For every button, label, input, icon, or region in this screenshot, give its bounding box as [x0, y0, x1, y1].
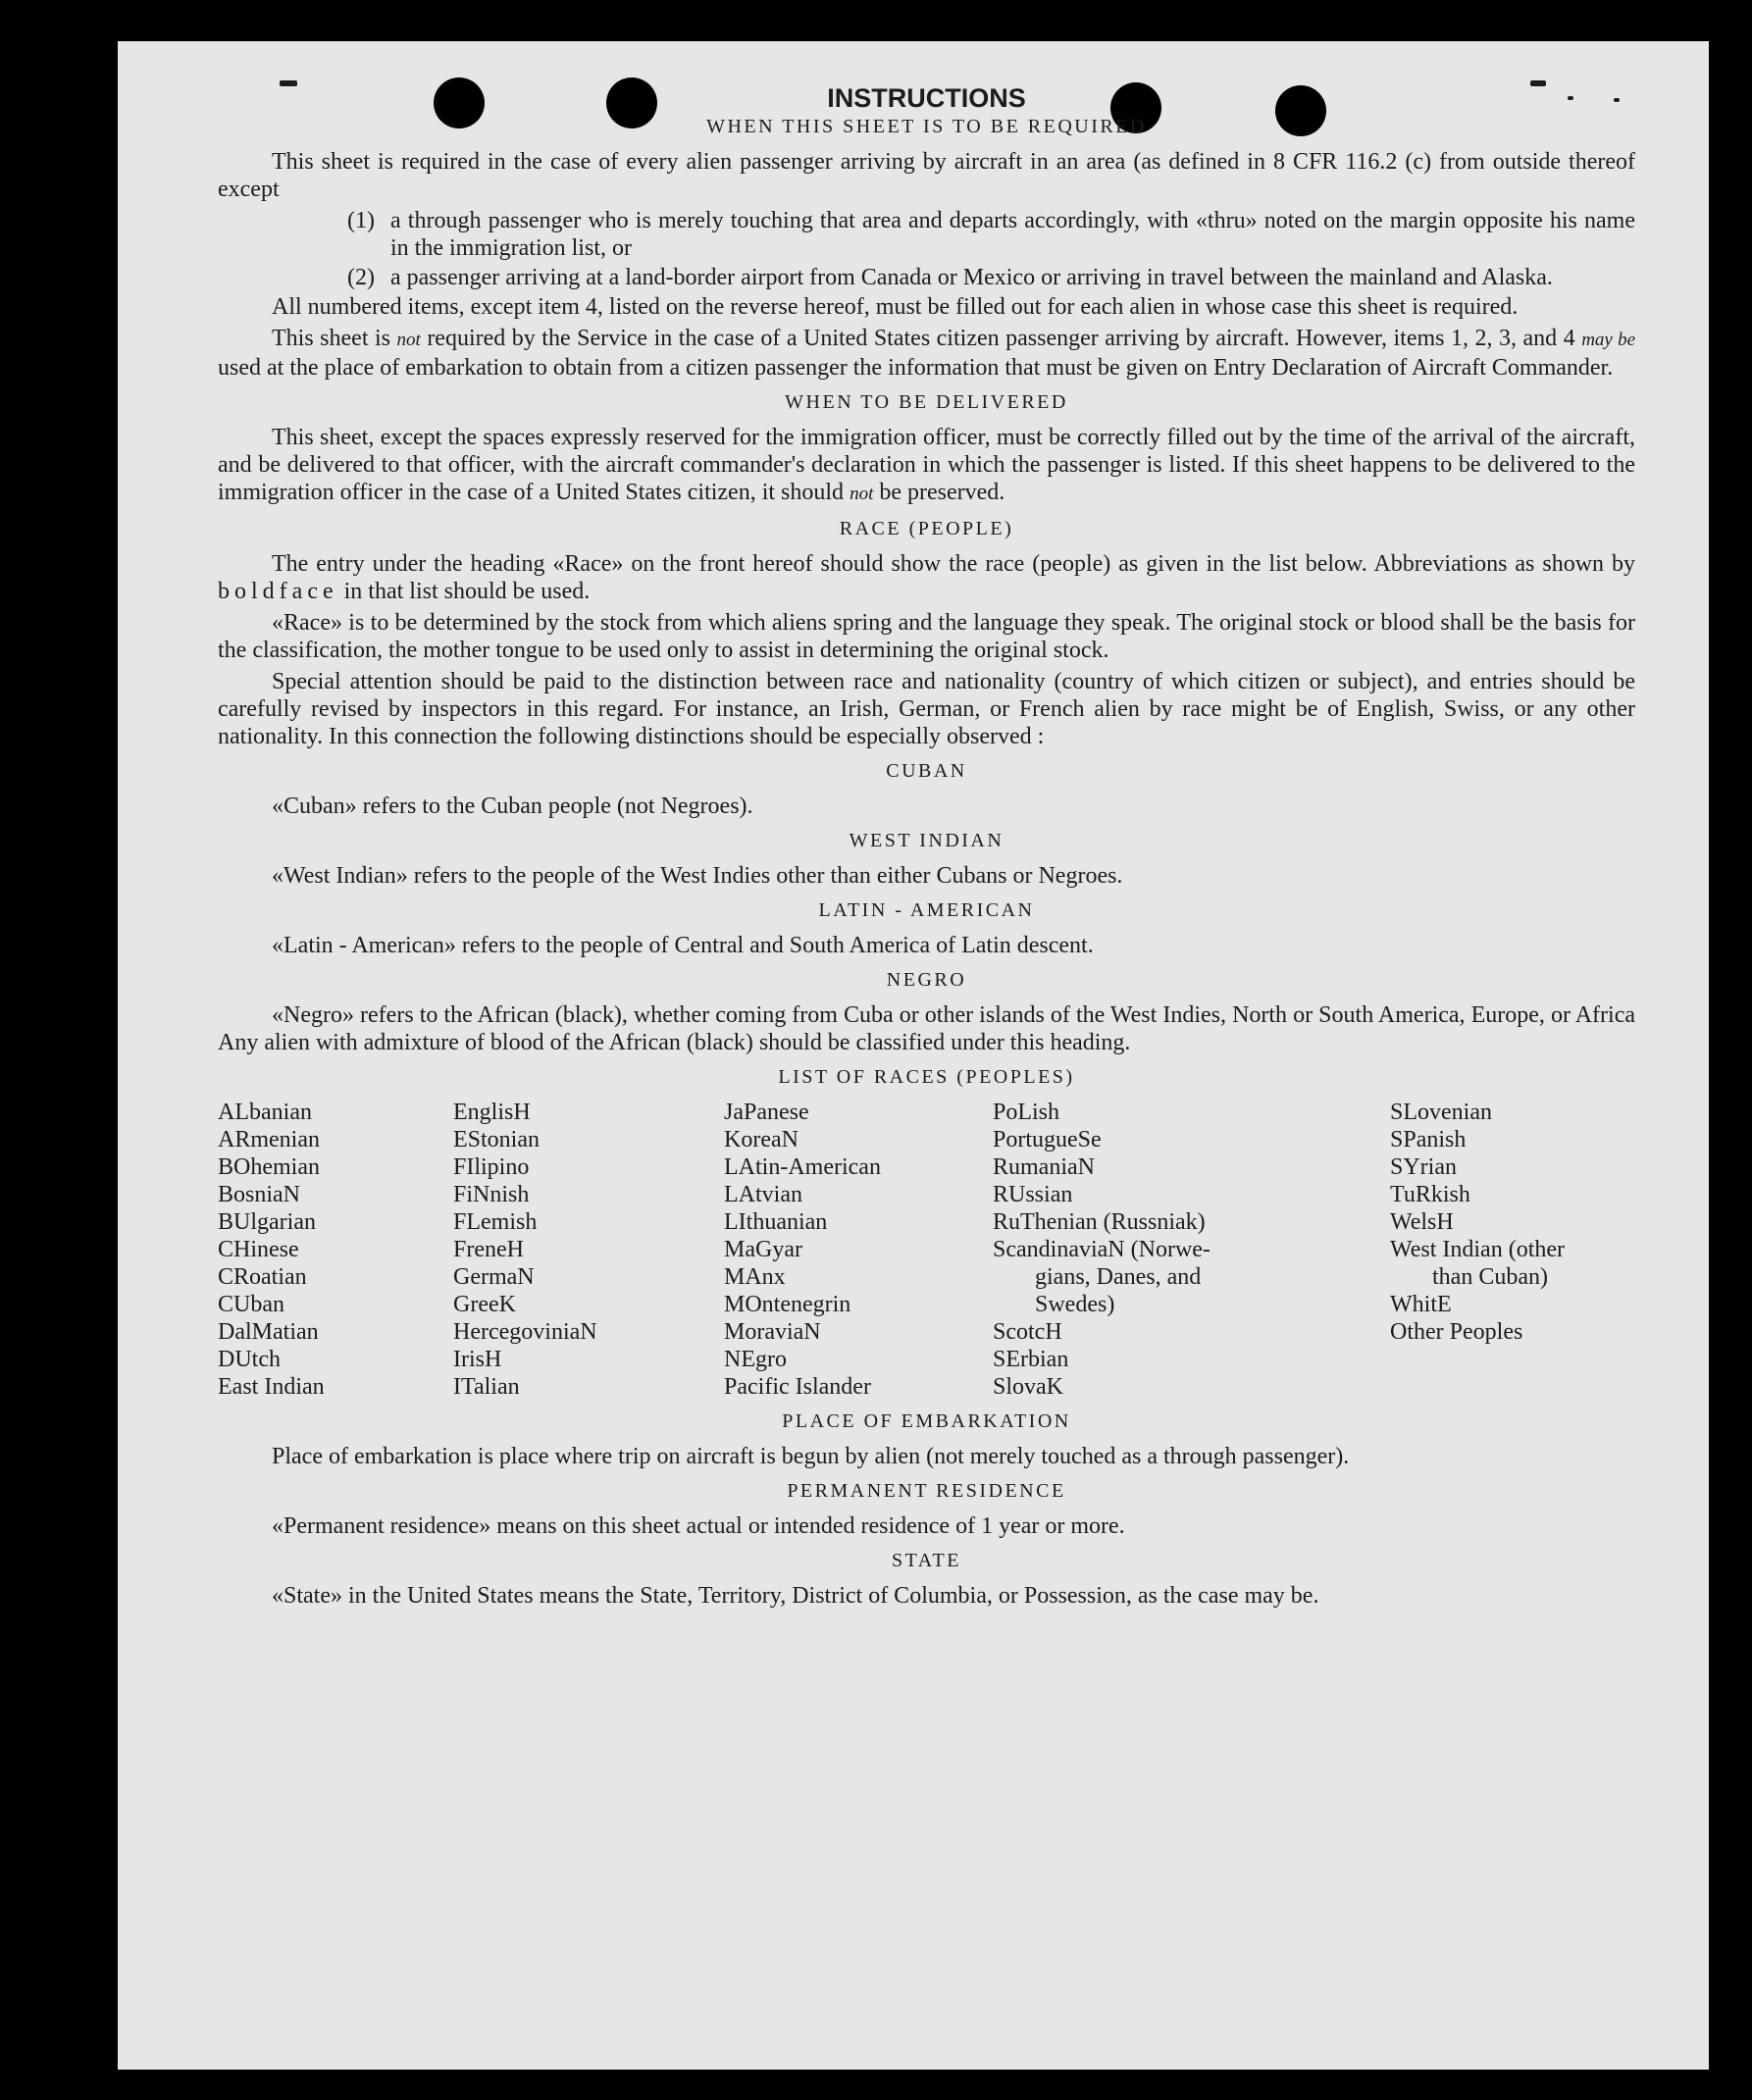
race-entry: TuRkish [1390, 1182, 1470, 1207]
race-entry: FIlipino [453, 1154, 530, 1180]
section-heading-permanent-residence: PERMANENT RESIDENCE [787, 1480, 1066, 1502]
race-entry: RUssian [993, 1182, 1073, 1207]
section-heading-west-indian: WEST INDIAN [849, 830, 1005, 851]
race-entry: RuThenian (Russniak) [993, 1209, 1206, 1235]
race-entry: BUlgarian [218, 1209, 316, 1235]
text-run: in that list should be used. [343, 579, 591, 604]
race-entry: MOntenegrin [724, 1292, 851, 1317]
race-entry: DalMatian [218, 1319, 319, 1345]
race-column [724, 1099, 993, 1401]
text-run: This sheet is [272, 326, 390, 351]
instructions-content [218, 82, 1635, 1613]
text-run: This sheet, except the spaces expressly reserved for the immigration officer, must be correctly filled out by the time of the arrival of the aircraft, and be delivered to that officer, with the aircraft commander's declaration in which the passenger is listed. If this sheet happens to be delivered to the immigration officer in the case of a United States citizen, it should [218, 425, 1635, 505]
race-entry: EStonian [453, 1127, 540, 1152]
paragraph: «West Indian» refers to the people of the West Indies other than either Cubans or Negroes. [272, 863, 1123, 889]
page-title: INSTRUCTIONS [827, 83, 1026, 113]
paragraph: Place of embarkation is place where trip on aircraft is begun by alien (not merely touched as a through passenger). [272, 1444, 1350, 1469]
race-entry: East Indian [218, 1374, 325, 1400]
race-column [1390, 1099, 1635, 1401]
race-entry: ARmenian [218, 1127, 320, 1152]
race-entry: SlovaK [993, 1374, 1063, 1400]
section-heading-place-of-embarkation: PLACE OF EMBARKATION [782, 1410, 1071, 1432]
race-entry: WhitE [1390, 1292, 1452, 1317]
paragraph: All numbered items, except item 4, listed on the reverse hereof, must be filled out for each alien in whose case this sheet is required. [272, 294, 1519, 320]
race-entry: FLemish [453, 1209, 538, 1235]
race-entry: BosniaN [218, 1182, 300, 1207]
race-entry: WelsH [1390, 1209, 1454, 1235]
item-text: a passenger arriving at a land-border airport from Canada or Mexico or arriving in travel between the mainland and Alaska. [390, 265, 1553, 290]
race-entry-continued: Swedes) [1035, 1292, 1115, 1317]
race-column [993, 1099, 1390, 1401]
numbered-item [218, 264, 1635, 291]
paragraph: «Negro» refers to the African (black), whether coming from Cuba or other islands of the West Indies, North or South America, Europe, or Africa Any alien with admixture of blood of the African (black) should be classified under this heading. [218, 1002, 1635, 1055]
paragraph [218, 424, 1635, 508]
paragraph: «Latin - American» refers to the people of Central and South America of Latin descent. [272, 933, 1094, 958]
text-run: be preserved. [879, 480, 1005, 505]
race-entry: NEgro [724, 1347, 787, 1372]
race-entry: ScotcH [993, 1319, 1062, 1345]
section-heading-state: STATE [892, 1550, 961, 1571]
race-entry: PortugueSe [993, 1127, 1102, 1152]
italic-text: may be [1581, 330, 1636, 350]
paragraph: This sheet is required in the case of every alien passenger arriving by aircraft in an area (as defined in 8 CFR 116.2 (c) from outside thereof except [218, 149, 1635, 202]
race-entry: EnglisH [453, 1100, 531, 1125]
section-heading-race: RACE (PEOPLE) [839, 518, 1014, 539]
section-heading-when-delivered: WHEN TO BE DELIVERED [785, 391, 1068, 413]
item-number: (2) [347, 265, 375, 290]
race-entry: HercegovinіaN [453, 1319, 597, 1345]
race-entry: GermaN [453, 1264, 535, 1290]
paragraph: Special attention should be paid to the distinction between race and nationality (country of which citizen or subject), and entries should be carefully revised by inspectors in this regard. For instance, an Irish, German, or French alien by race might be of English, Swiss, or any other nationality. In this connection the following distinctions should be especially observed : [218, 669, 1635, 749]
race-entry: SLovenian [1390, 1100, 1492, 1125]
section-heading-latin-american: LATIN - AMERICAN [818, 899, 1035, 921]
race-entry: West Indian (other [1390, 1237, 1566, 1262]
paragraph [218, 550, 1635, 605]
race-entry: SPanish [1390, 1127, 1467, 1152]
paragraph: «State» in the United States means the State, Territory, District of Columbia, or Possession, as the case may be. [272, 1583, 1319, 1609]
italic-text: not [850, 484, 874, 504]
race-entry: ScandinaviaN (Norwe- [993, 1237, 1211, 1262]
italic-text: not [396, 330, 421, 350]
race-entry: CRoatian [218, 1264, 307, 1290]
section-heading-cuban: CUBAN [886, 760, 967, 782]
race-entry: IrisH [453, 1347, 502, 1372]
race-entry: FreneH [453, 1237, 524, 1262]
race-entry: Pacific Islander [724, 1374, 871, 1400]
race-entry: LAtvian [724, 1182, 802, 1207]
item-number: (1) [347, 208, 375, 233]
race-entry: SErbian [993, 1347, 1069, 1372]
race-entry: PoLish [993, 1100, 1060, 1125]
race-entry: FiNnish [453, 1182, 530, 1207]
race-entry: CHinese [218, 1237, 299, 1262]
spaced-text: boldface [218, 579, 338, 604]
race-entry: LIthuanian [724, 1209, 828, 1235]
item-text: a through passenger who is merely touching that area and departs accordingly, with «thru» noted on the margin opposite his name in the immigration list, or [390, 208, 1635, 261]
section-heading-list-of-races: LIST OF RACES (PEOPLES) [778, 1066, 1075, 1088]
race-entry: MoraviaN [724, 1319, 821, 1345]
race-entry-continued: gians, Danes, and [1035, 1264, 1202, 1290]
race-entry-continued: than Cuban) [1432, 1264, 1548, 1290]
paragraph: «Race» is to be determined by the stock from which aliens spring and the language they speak. The original stock or blood shall be the basis for the classification, the mother tongue to be used only to assist in determining the original stock. [218, 610, 1635, 663]
race-entry: MAnx [724, 1264, 786, 1290]
race-column [218, 1099, 453, 1401]
race-entry: JaPanese [724, 1100, 809, 1125]
race-entry: Other Peoples [1390, 1319, 1523, 1345]
race-entry: ALbanian [218, 1100, 312, 1125]
race-entry: ITalian [453, 1374, 520, 1400]
text-run: required by the Service in the case of a United States citizen passenger arriving by aircraft. However, items 1, 2, 3, and 4 [427, 326, 1575, 351]
race-entry: KoreaN [724, 1127, 799, 1152]
race-entry: LAtin-American [724, 1154, 881, 1180]
race-column [453, 1099, 724, 1401]
document-page [118, 41, 1709, 2070]
text-run: The entry under the heading «Race» on the front hereof should show the race (people) as given in the list below. Abbreviations as shown by [272, 551, 1635, 577]
race-entry: DUtch [218, 1347, 281, 1372]
paragraph [218, 325, 1635, 382]
paragraph: «Permanent residence» means on this sheet actual or intended residence of 1 year or more. [272, 1513, 1125, 1539]
numbered-item [218, 207, 1635, 262]
race-entry: SYrian [1390, 1154, 1457, 1180]
race-entry: MaGyar [724, 1237, 802, 1262]
paragraph: «Cuban» refers to the Cuban people (not Negroes). [272, 794, 753, 819]
race-entry: RumaniaN [993, 1154, 1095, 1180]
race-entry: CUban [218, 1292, 284, 1317]
race-entry: GreeK [453, 1292, 516, 1317]
text-run: used at the place of embarkation to obtain from a citizen passenger the information that must be given on Entry Declaration of Aircraft Commander. [218, 355, 1614, 381]
section-heading-negro: NEGRO [886, 969, 967, 991]
race-entry: BOhemian [218, 1154, 320, 1180]
race-list [218, 1099, 1635, 1401]
section-heading-when-required: WHEN THIS SHEET IS TO BE REQUIRED [706, 116, 1147, 137]
